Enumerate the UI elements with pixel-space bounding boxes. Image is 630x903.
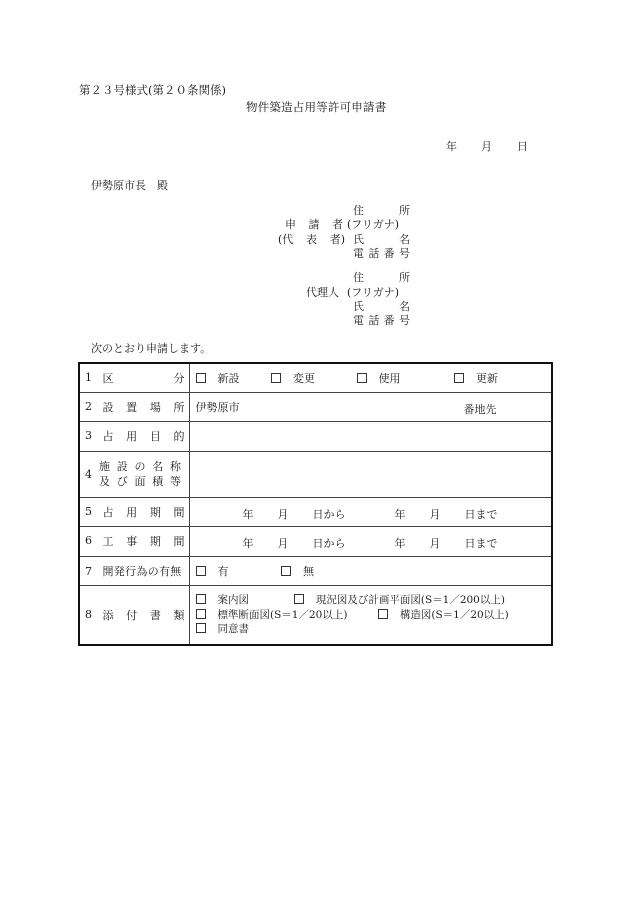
option-change[interactable]: 変更: [271, 370, 353, 386]
table-row-facility: [79, 451, 552, 497]
checkbox[interactable]: [294, 594, 304, 604]
table-row-construction-period: [79, 526, 552, 556]
date-year: 年: [446, 140, 457, 153]
document-title: 物件築造占用等許可申請書: [246, 100, 387, 114]
checkbox[interactable]: [196, 566, 206, 576]
form-number: 第２３号様式(第２０条関係): [79, 83, 226, 97]
applicant-phone-label[interactable]: 電 話 番 号: [353, 247, 410, 260]
checkbox[interactable]: [357, 373, 367, 383]
row-label: 5 占 用 期 間: [79, 497, 189, 526]
applicant-role-label: 申 請 者: [285, 218, 343, 231]
agent-phone-label[interactable]: 電 話 番 号: [353, 314, 410, 327]
location-suffix: 番地先: [463, 402, 497, 416]
table-row-purpose: [79, 421, 552, 451]
category-options: [189, 363, 552, 392]
option-use[interactable]: 使用: [357, 370, 451, 386]
checkbox[interactable]: [281, 566, 291, 576]
row-label: 7 開発行為の有無: [79, 556, 189, 585]
row-label: 2 設 置 場 所: [79, 392, 189, 421]
row-label: 8 添 付 書 類: [79, 585, 189, 645]
occupancy-period-input[interactable]: 年 月 日から 年 月 日まで: [189, 497, 552, 526]
table-row-category: [79, 363, 552, 392]
date-month: 月: [481, 140, 492, 153]
row-label: 3 占 用 目 的: [79, 421, 189, 451]
checkbox[interactable]: [196, 609, 206, 619]
option-new[interactable]: 新設: [196, 370, 268, 386]
row-label: 4 施 設 の 名 称 及 び 面 積 等: [79, 451, 189, 497]
table-row-location: [79, 392, 552, 421]
attachment-site-plan[interactable]: 現況図及び計画平面図(S＝1／200以上): [294, 593, 505, 608]
checkbox[interactable]: [196, 623, 206, 633]
agent-name-label[interactable]: 氏 名: [353, 300, 410, 313]
applicant-address-label[interactable]: 住 所: [353, 204, 410, 217]
agent-address-label[interactable]: 住 所: [353, 271, 410, 284]
option-yes[interactable]: 有: [196, 563, 278, 579]
checkbox[interactable]: [378, 609, 388, 619]
option-no[interactable]: 無: [281, 563, 314, 579]
purpose-input[interactable]: [189, 421, 552, 451]
attachment-location-map[interactable]: 案内図: [196, 593, 291, 608]
date-day: 日: [517, 140, 528, 153]
option-renew[interactable]: 更新: [454, 370, 498, 386]
agent-role-label: 代理人: [306, 286, 339, 299]
attachment-consent[interactable]: 同意書: [196, 622, 250, 637]
table-row-occupancy-period: [79, 497, 552, 526]
row-label: 6 工 事 期 間: [79, 526, 189, 556]
intro-text: 次のとおり申請します。: [91, 342, 212, 355]
checkbox[interactable]: [196, 594, 206, 604]
representative-role-label: (代 表 者): [278, 233, 345, 246]
attachment-structure[interactable]: 構造図(S＝1／20以上): [378, 608, 509, 623]
applicant-furigana-label[interactable]: (フリガナ): [347, 218, 400, 231]
agent-furigana-label[interactable]: (フリガナ): [347, 286, 400, 299]
location-prefix: 伊勢原市: [195, 400, 240, 414]
attachments-options: [189, 585, 552, 645]
checkbox[interactable]: [271, 373, 281, 383]
construction-period-input[interactable]: 年 月 日から 年 月 日まで: [189, 526, 552, 556]
row-label: 1 区 分: [79, 363, 189, 392]
table-row-attachments: [79, 585, 552, 645]
attachment-cross-section[interactable]: 標準断面図(S＝1／20以上): [196, 608, 375, 623]
facility-input[interactable]: [189, 451, 552, 497]
table-row-development: [79, 556, 552, 585]
location-input[interactable]: [189, 392, 552, 421]
addressee: 伊勢原市長 殿: [91, 179, 168, 192]
applicant-name-label[interactable]: 氏 名: [353, 233, 410, 246]
application-table: [78, 362, 553, 646]
checkbox[interactable]: [454, 373, 464, 383]
development-options: [189, 556, 552, 585]
checkbox[interactable]: [196, 373, 206, 383]
